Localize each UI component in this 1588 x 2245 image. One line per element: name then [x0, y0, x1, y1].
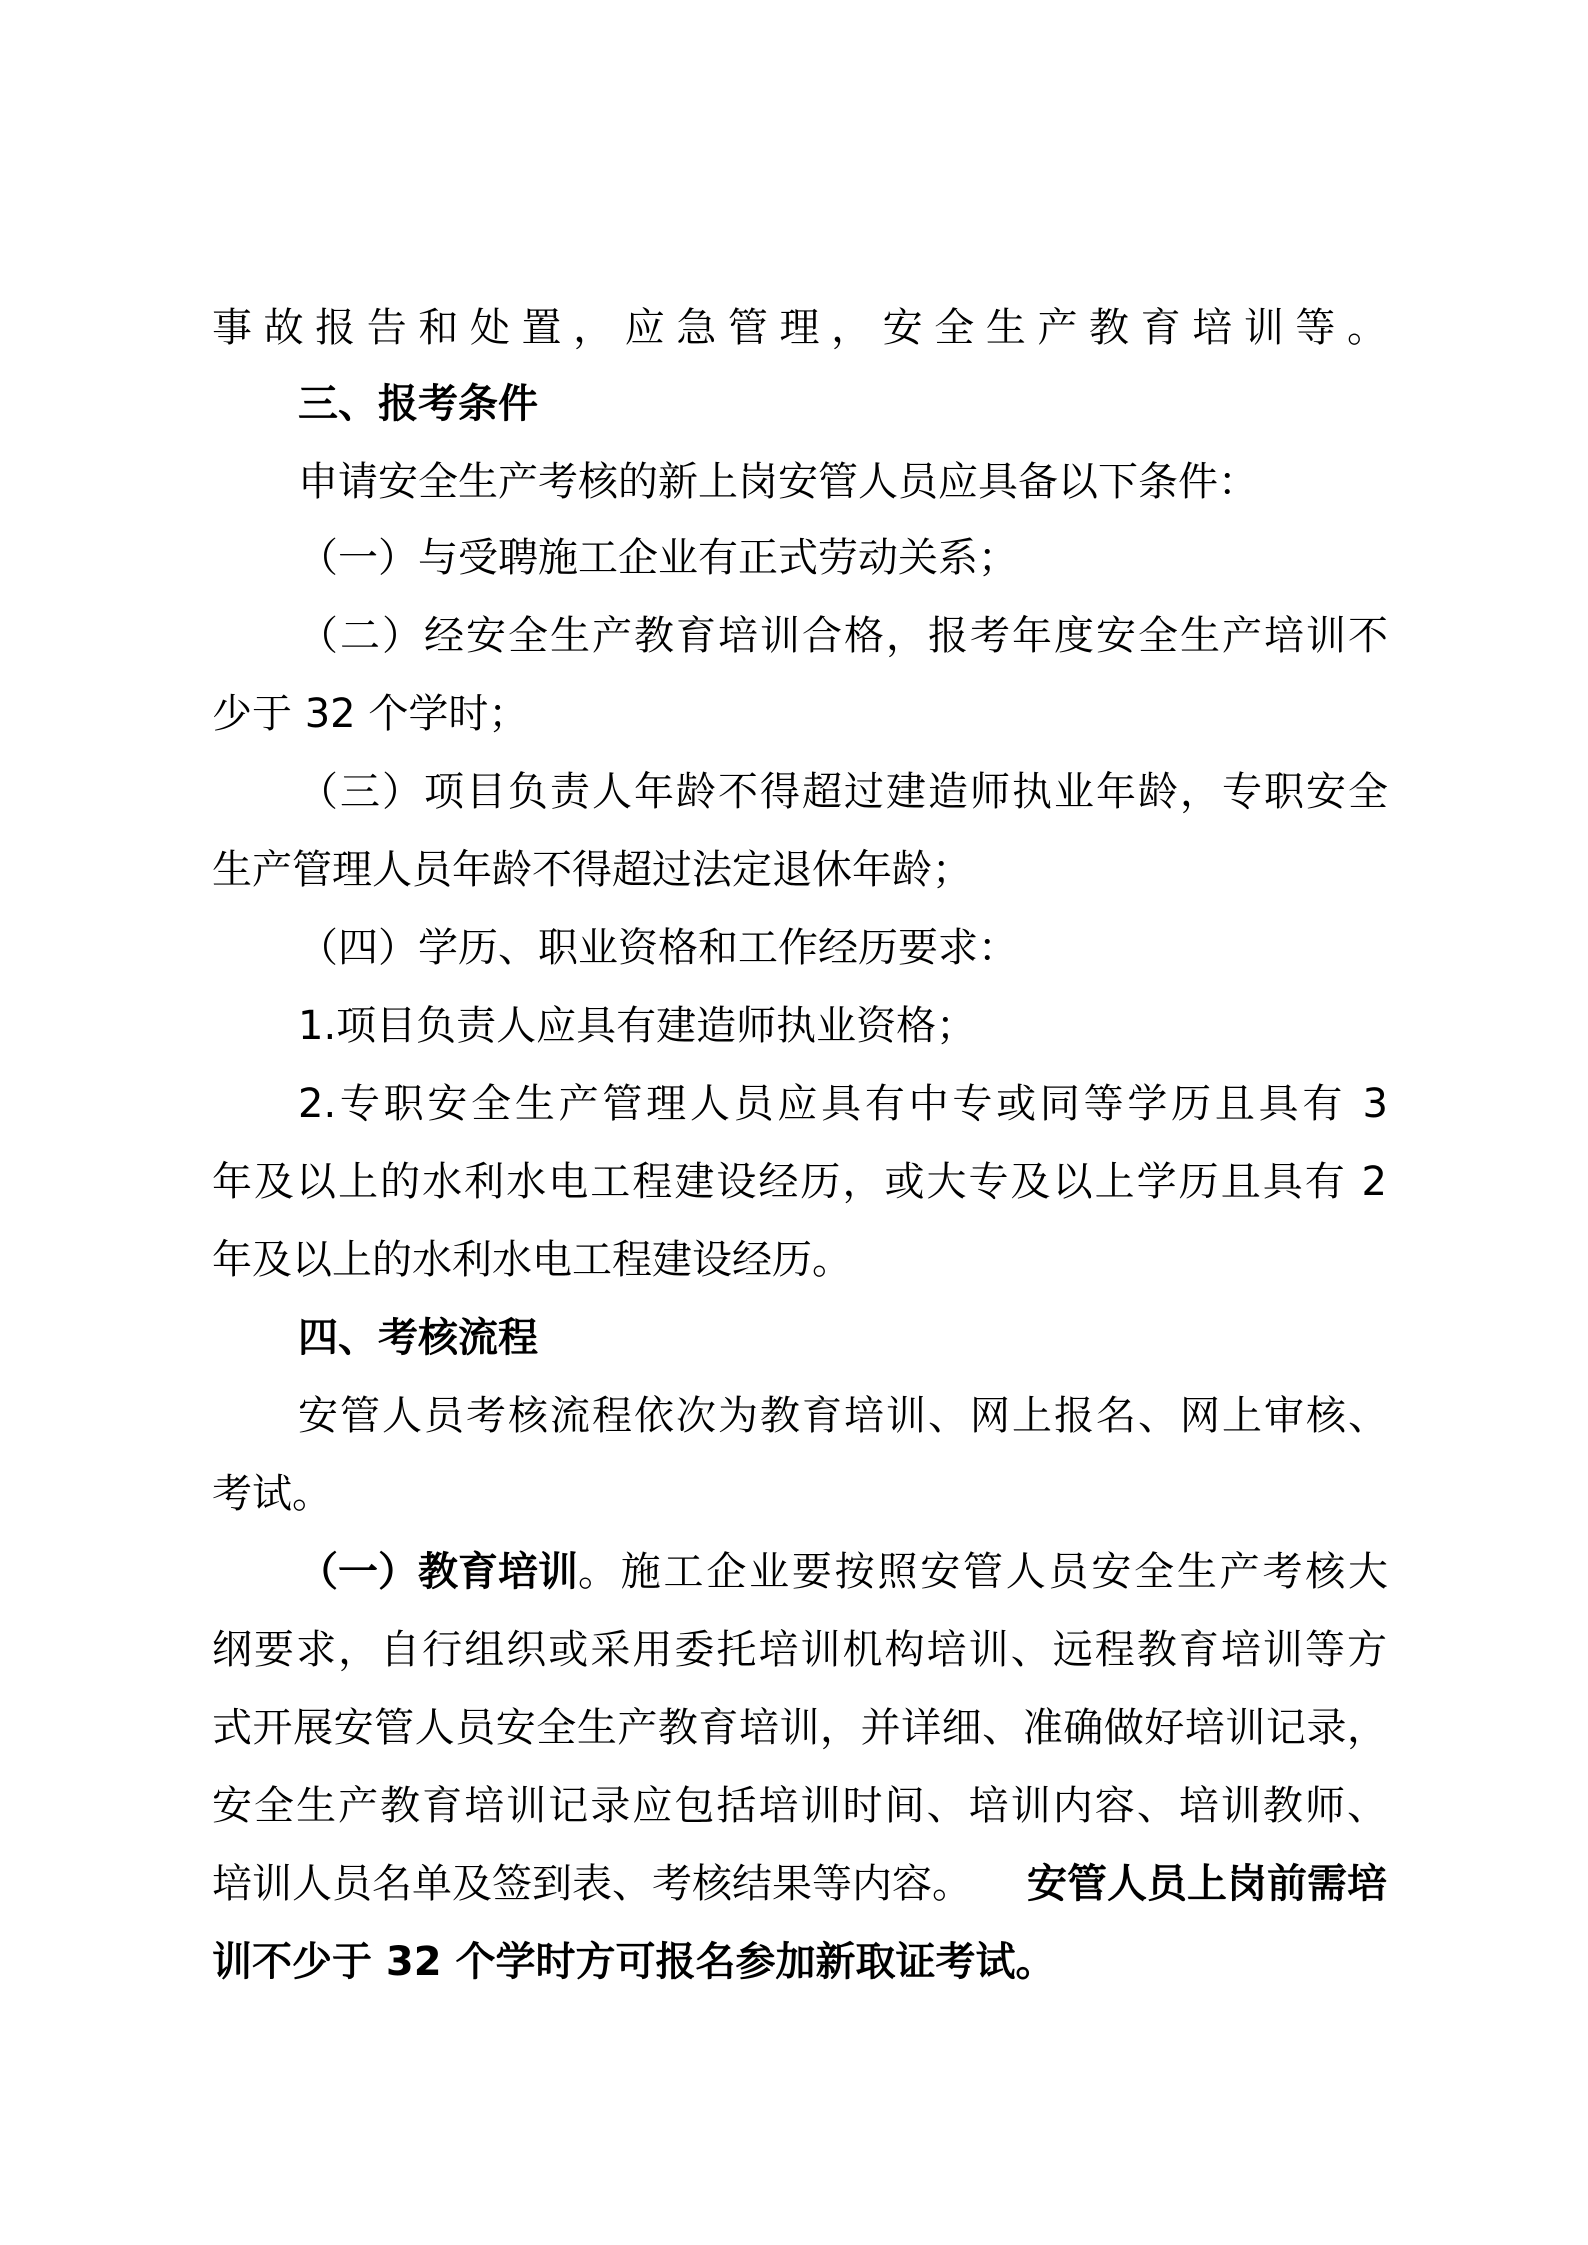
paragraph-line: 安全生产教育培训记录应包括培训时间、培训内容、培训教师、	[212, 1783, 1387, 1829]
list-item-continuation: 生产管理人员年龄不得超过法定退休年龄；	[212, 847, 972, 893]
paragraph-line	[298, 1546, 1388, 1598]
paragraph-text: 培训人员名单及签到表、考核结果等内容。	[212, 1861, 972, 1907]
bold-emphasis: 安管人员上岗前需培	[1027, 1861, 1387, 1907]
sub-list-item: 2.专职安全生产管理人员应具有中专或同等学历且具有 3	[298, 1081, 1388, 1127]
paragraph-line: 事故报告和处置，应急管理，安全生产教育培训等。	[212, 305, 1387, 351]
list-item: （一）与受聘施工企业有正式劳动关系；	[298, 535, 1018, 581]
paragraph-line	[212, 1858, 1387, 1910]
paragraph-line: 申请安全生产考核的新上岗安管人员应具备以下条件：	[298, 459, 1258, 505]
section-heading-3: 三、报考条件	[298, 381, 538, 427]
paragraph-line: 纲要求，自行组织或采用委托培训机构培训、远程教育培训等方	[212, 1627, 1387, 1673]
list-item: （四）学历、职业资格和工作经历要求：	[298, 925, 1018, 971]
bold-subheading: （一）教育培训	[298, 1549, 578, 1595]
sub-list-item: 1.项目负责人应具有建造师执业资格；	[298, 1003, 977, 1049]
sub-list-item-continuation: 年及以上的水利水电工程建设经历。	[212, 1237, 852, 1283]
sub-list-item-continuation: 年及以上的水利水电工程建设经历，或大专及以上学历且具有 2	[212, 1159, 1387, 1205]
list-item-continuation: 少于 32 个学时；	[212, 691, 529, 737]
paragraph-text: 。施工企业要按照安管人员安全生产考核大	[578, 1549, 1388, 1595]
list-item: （二）经安全生产教育培训合格，报考年度安全生产培训不	[298, 613, 1388, 659]
bold-emphasis: 训不少于 32 个学时方可报名参加新取证考试。	[212, 1939, 1056, 1985]
list-item: （三）项目负责人年龄不得超过建造师执业年龄，专职安全	[298, 769, 1388, 815]
paragraph-line: 式开展安管人员安全生产教育培训，并详细、准确做好培训记录，	[212, 1705, 1387, 1751]
paragraph-line: 安管人员考核流程依次为教育培训、网上报名、网上审核、	[298, 1393, 1388, 1439]
paragraph-line: 考试。	[212, 1471, 332, 1517]
section-heading-4: 四、考核流程	[298, 1315, 538, 1361]
